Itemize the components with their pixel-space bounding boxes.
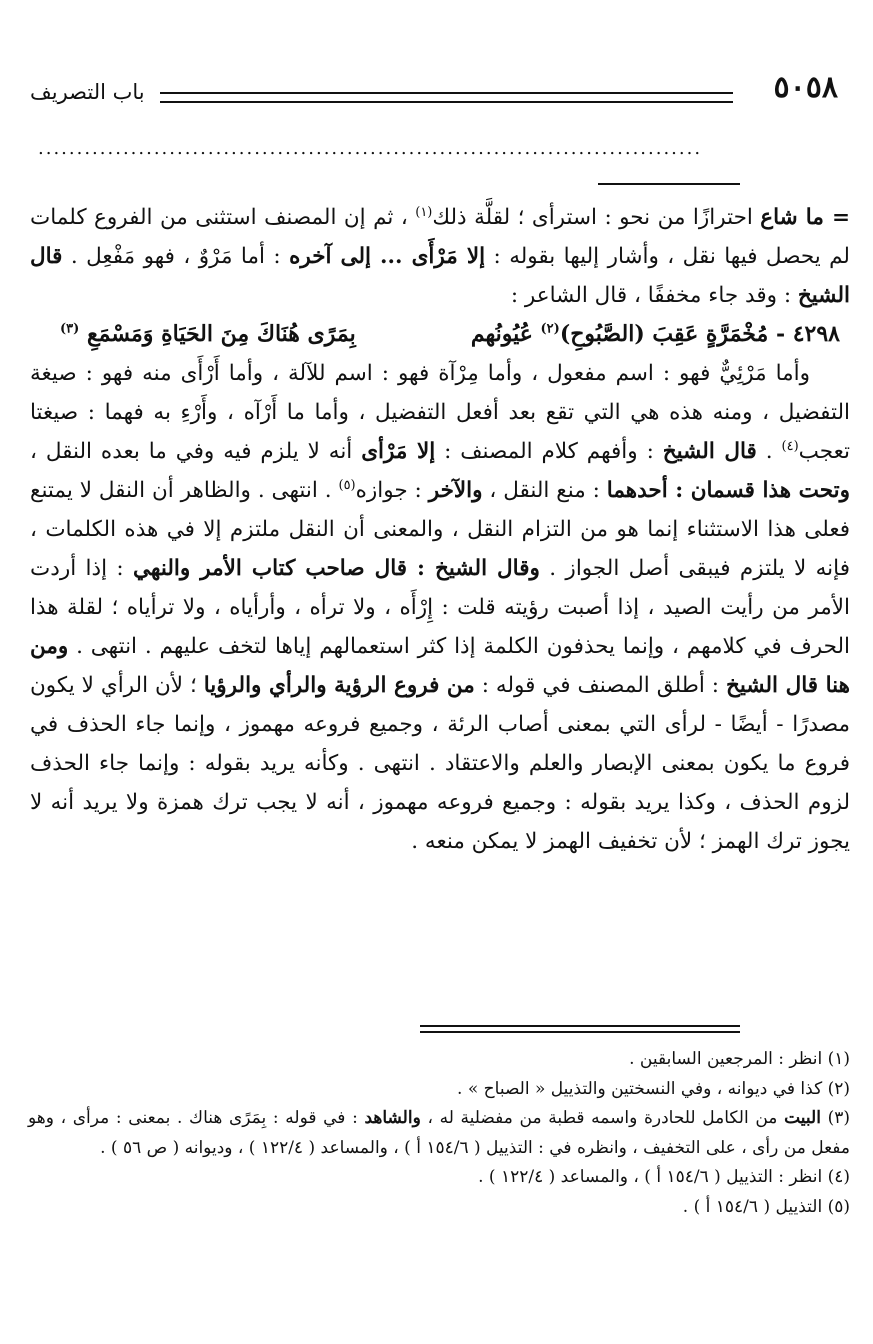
text: : أطلق المصنف في قوله : (474, 673, 726, 698)
footnote-rule (420, 1025, 740, 1033)
hemistich-2: بِمَرًى هُنَاكَ مِنَ الحَيَاةِ وَمَسْمَعِ (86, 321, 356, 347)
text-bold: البيت (784, 1108, 821, 1128)
text-bold: إلا مَرْأَى ... إلى آخره (289, 244, 486, 269)
text-bold: من فروع الرؤية والرأي والرؤيا (203, 673, 475, 698)
text: . انتهى . والظاهر أن النقل لا يمتنع فعلى هذا الاستثناء إنما هو من التزام النقل ، والمعنى أن النقل ملتزم إلا في هذه الكلمات ، فإنه لا يلتزم فيبقى أصل الجواز . (30, 478, 850, 581)
page-number: ٥٠٥٨ (773, 70, 838, 105)
header-rule (160, 92, 733, 103)
text-bold: والآخر (428, 478, 483, 503)
main-text (30, 198, 850, 861)
poetry-verse (30, 315, 850, 354)
text-bold: إلا مَرْأى (361, 439, 436, 464)
footnote-3 (28, 1104, 850, 1163)
paragraph-2 (30, 354, 850, 861)
chapter-title: باب التصريف (30, 80, 145, 104)
paragraph-1 (30, 198, 850, 315)
text: : جوازه (355, 478, 429, 503)
text: : في قوله : بِمَرًى هناك . بمعنى : مرأى ، وهو مفعل من رأى ، على التخفيف ، وانظره في : التذييل ( ١٥٤/٦ أ ) ، والمساعد ( ١٢٢/٤ ) ، وديوانه ( ص ٥٦ ) . (28, 1108, 850, 1158)
dotted-separator: ...................................................................................... (38, 138, 703, 159)
footnote-ref: (٤) (781, 438, 799, 454)
text: ، ثم إن المصنف استثنى من الفروع كلمات لم يحصل فيها نقل ، وأشار إليها بقوله : (30, 205, 850, 269)
text-bold: = ما شاع (760, 205, 850, 230)
text: : وقد جاء مخففًا ، قال الشاعر : (510, 283, 798, 308)
page-header (30, 70, 838, 110)
text-bold: والشاهد (364, 1108, 421, 1128)
hemistich-1-end: عُيُونُهم (470, 321, 541, 347)
text-bold: وتحت هذا قسمان : أحدهما (606, 478, 850, 503)
footnote-ref: (٥) (338, 477, 356, 493)
text: : أما مَرْوٌ ، فهو مَفْعِل . (62, 244, 290, 269)
footnote-5: (٥) التذييل ( ١٥٤/٦ أ ) . (682, 1196, 850, 1217)
verse-first-half (471, 315, 840, 354)
text: : منع النقل ، (482, 478, 607, 503)
text: أنه لا يلزم فيه وفي ما بعده النقل ، (30, 439, 362, 464)
text-bold: قال الشيخ (662, 439, 757, 464)
footnote-2: (٢) كذا في ديوانه ، وفي النسختين والتذييل « الصباح » . (457, 1078, 850, 1099)
text-bold: قال الشيخ (30, 244, 850, 308)
footnotes (28, 1045, 850, 1222)
text: وأما مَرْئِيٌّ فهو : اسم مفعول ، وأما مِرْآة فهو : اسم للآلة ، وأما أَرْأَى منه فهو : صيغة التفضيل ، ومنه هذه هي التي تقع بعد أفعل التفضيل ، وأما ما أَرْآه ، وأَرْءِ به فهما : صيغتا تعجب (30, 361, 850, 464)
footnote-ref: (٣) (60, 321, 80, 337)
verse-second-half (60, 315, 356, 354)
text: : إذا أردت الأمر من رأيت الصيد ، إذا أصبت رؤيته قلت : إِرْأَه ، ولا ترأه ، وأرأياه ، ولا ترأياه ؛ لقلة هذا الحرف في كلامهم ، وإنما يحذفون الكلمة إذا كثر استعمالهم إياها لتخف عليهم . انتهى . (30, 556, 850, 659)
text-bold: وقال الشيخ : قال صاحب كتاب الأمر والنهي (133, 556, 540, 581)
text: ؛ لأن الرأي لا يكون مصدرًا - أيضًا - لرأى التي بمعنى أصاب الرئة ، وجميع فروعه مهموز ، وإنما جاء الحذف في فروع ما يكون بمعنى الإبصار والعلم والاعتقاد . انتهى . وكأنه يريد بقوله : وإنما جاء الحذف لزوم الحذف ، وكذا يريد بقوله : وجميع فروعه مهموز ، أنه لا يجب ترك همزة ولا يريد أنه لا يجوز ترك الهمز ؛ لأن تخفيف الهمز لا يمكن منعه . (30, 673, 850, 854)
footnote-ref: (١) (415, 204, 433, 220)
text: احترازًا من نحو : استرأى ؛ لقلَّة ذلك (432, 205, 761, 230)
footnote-1: (١) انظر : المرجعين السابقين . (629, 1049, 850, 1069)
text-bold: ومن هنا قال الشيخ (30, 634, 851, 698)
hemistich-1: مُخْمَرَّةٍ عَقِبَ (الصَّبُوحِ) (559, 321, 769, 347)
text: (٣) (820, 1108, 850, 1128)
footnote-4: (٤) انظر : التذييل ( ١٥٤/٦ أ ) ، والمساعد ( ١٢٢/٤ ) . (478, 1167, 850, 1187)
text: من الكامل للحادرة واسمه قطبة من مفضلية له ، (420, 1108, 785, 1128)
continuation-rule (598, 183, 740, 185)
footnote-ref: (٢) (540, 321, 560, 337)
text: . (756, 439, 782, 464)
text: : وأفهم كلام المصنف : (435, 439, 663, 464)
verse-number: ٤٢٩٨ - (768, 321, 840, 347)
